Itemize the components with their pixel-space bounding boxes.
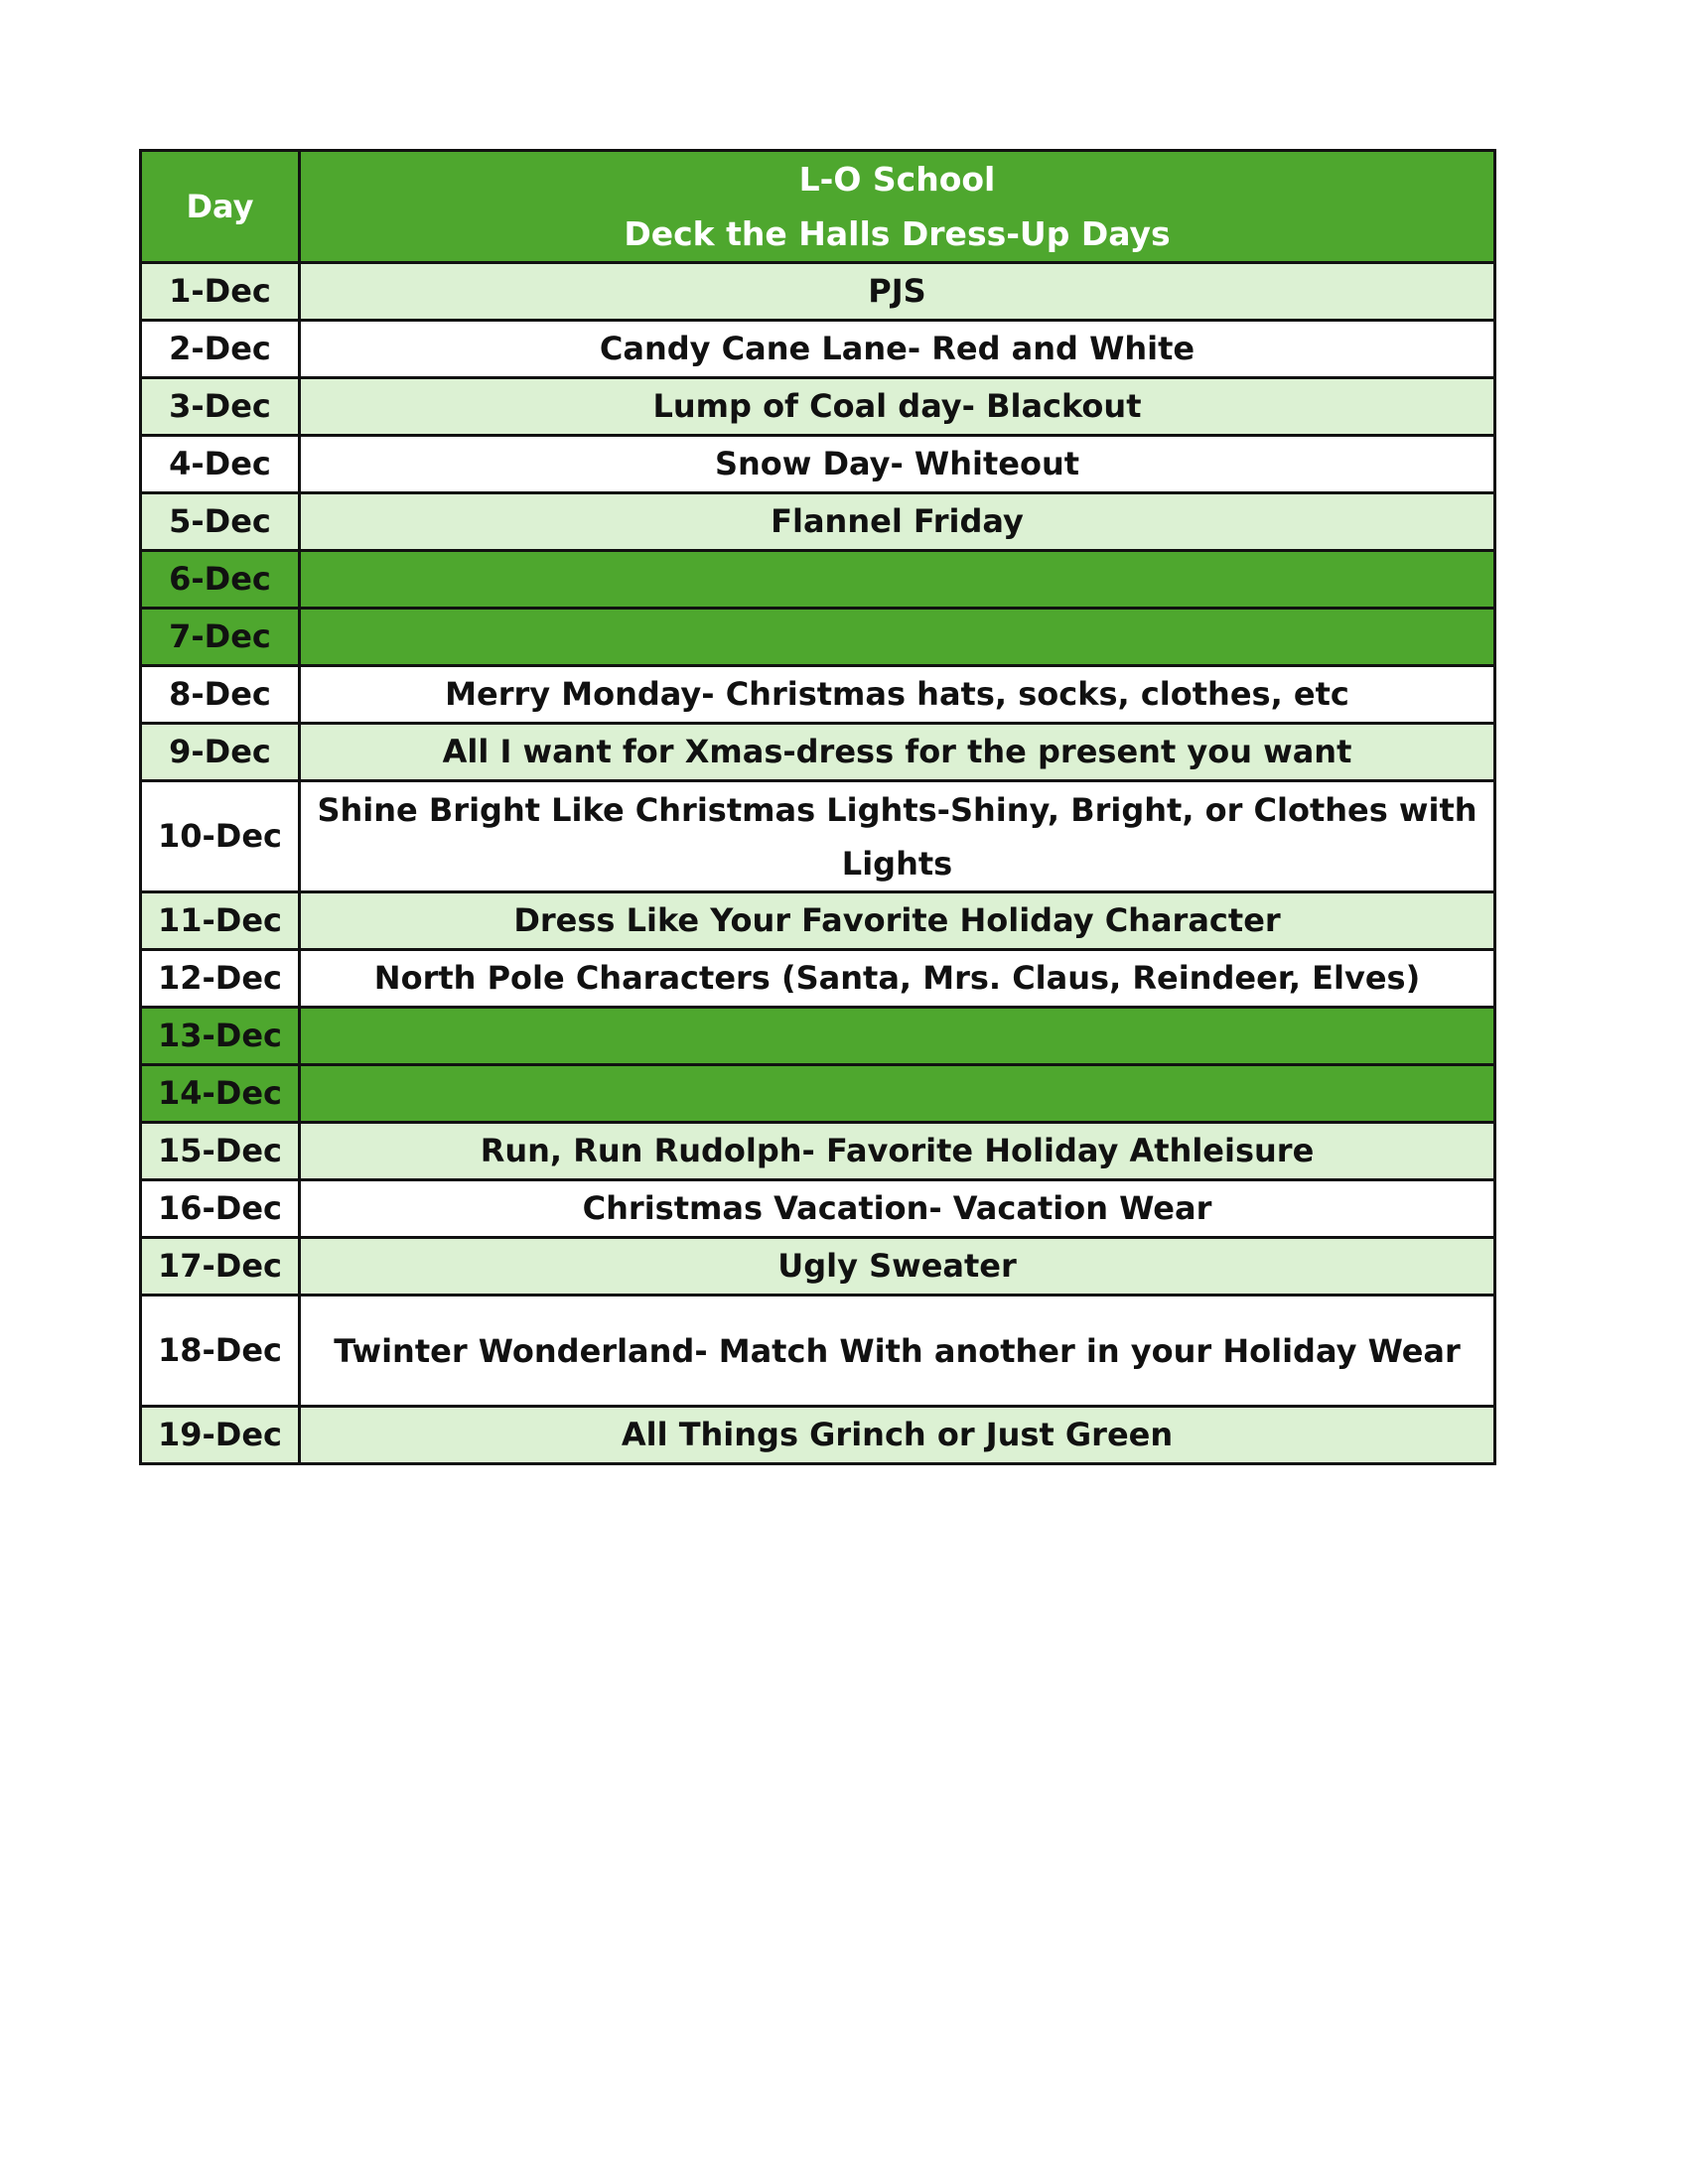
table-header-row xyxy=(141,151,1495,263)
day-cell: 18-Dec xyxy=(141,1296,300,1407)
table-row xyxy=(141,551,1495,609)
theme-cell: Merry Monday- Christmas hats, socks, clothes, etc xyxy=(300,666,1495,724)
day-cell: 4-Dec xyxy=(141,436,300,493)
theme-cell xyxy=(300,551,1495,609)
theme-cell: Shine Bright Like Christmas Lights-Shiny, Bright, or Clothes with Lights xyxy=(300,781,1495,892)
day-cell: 8-Dec xyxy=(141,666,300,724)
day-cell: 9-Dec xyxy=(141,724,300,781)
theme-cell: All Things Grinch or Just Green xyxy=(300,1407,1495,1464)
table-row xyxy=(141,1008,1495,1065)
table-row xyxy=(141,609,1495,666)
theme-cell: Christmas Vacation- Vacation Wear xyxy=(300,1180,1495,1238)
theme-cell xyxy=(300,609,1495,666)
table-row xyxy=(141,378,1495,436)
theme-cell xyxy=(300,1065,1495,1123)
day-cell: 3-Dec xyxy=(141,378,300,436)
event-title: Deck the Halls Dress-Up Days xyxy=(624,214,1171,253)
table-row xyxy=(141,1296,1495,1407)
table-row xyxy=(141,493,1495,551)
table-row xyxy=(141,436,1495,493)
day-cell: 2-Dec xyxy=(141,321,300,378)
theme-cell: Snow Day- Whiteout xyxy=(300,436,1495,493)
table-row xyxy=(141,1238,1495,1296)
theme-cell: All I want for Xmas-dress for the present you want xyxy=(300,724,1495,781)
table-row xyxy=(141,666,1495,724)
schedule-body xyxy=(141,263,1495,1464)
day-cell: 15-Dec xyxy=(141,1123,300,1180)
day-cell: 16-Dec xyxy=(141,1180,300,1238)
day-cell: 6-Dec xyxy=(141,551,300,609)
day-cell: 17-Dec xyxy=(141,1238,300,1296)
day-column-header: Day xyxy=(141,151,300,263)
table-title-header xyxy=(300,151,1495,263)
day-cell: 5-Dec xyxy=(141,493,300,551)
theme-cell: Flannel Friday xyxy=(300,493,1495,551)
day-cell: 1-Dec xyxy=(141,263,300,321)
day-cell: 12-Dec xyxy=(141,950,300,1008)
theme-cell: Run, Run Rudolph- Favorite Holiday Athleisure xyxy=(300,1123,1495,1180)
table-row xyxy=(141,724,1495,781)
day-cell: 11-Dec xyxy=(141,892,300,950)
table-row xyxy=(141,950,1495,1008)
theme-cell: Lump of Coal day- Blackout xyxy=(300,378,1495,436)
table-row xyxy=(141,1407,1495,1464)
table-row xyxy=(141,781,1495,892)
dress-up-schedule-table xyxy=(139,149,1496,1465)
theme-cell: Candy Cane Lane- Red and White xyxy=(300,321,1495,378)
day-cell: 13-Dec xyxy=(141,1008,300,1065)
day-cell: 14-Dec xyxy=(141,1065,300,1123)
table-row xyxy=(141,321,1495,378)
table-row xyxy=(141,1180,1495,1238)
day-cell: 7-Dec xyxy=(141,609,300,666)
table-row xyxy=(141,1123,1495,1180)
theme-cell: PJS xyxy=(300,263,1495,321)
table-row xyxy=(141,1065,1495,1123)
day-cell: 10-Dec xyxy=(141,781,300,892)
theme-cell: Twinter Wonderland- Match With another in your Holiday Wear xyxy=(300,1296,1495,1407)
school-name: L-O School xyxy=(798,160,996,199)
theme-cell: North Pole Characters (Santa, Mrs. Claus, Reindeer, Elves) xyxy=(300,950,1495,1008)
theme-cell: Ugly Sweater xyxy=(300,1238,1495,1296)
table-row xyxy=(141,263,1495,321)
table-row xyxy=(141,892,1495,950)
day-cell: 19-Dec xyxy=(141,1407,300,1464)
theme-cell xyxy=(300,1008,1495,1065)
theme-cell: Dress Like Your Favorite Holiday Character xyxy=(300,892,1495,950)
